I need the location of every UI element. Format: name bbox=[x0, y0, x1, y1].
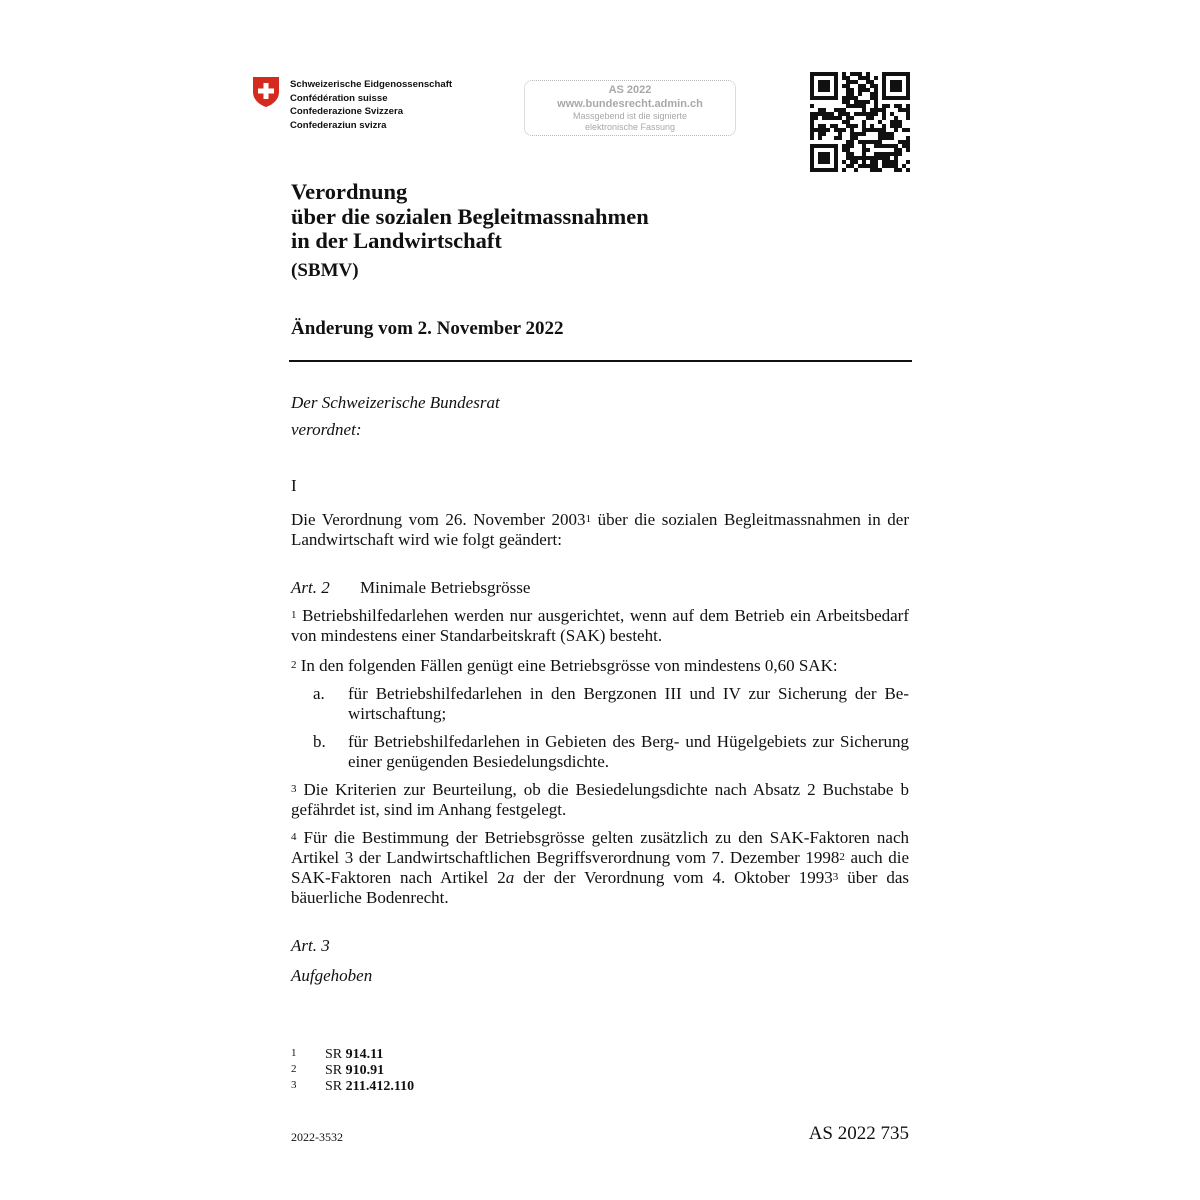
preamble-text-2: über die sozialen Begleitmassnahmen in der Landwirtschaft wird wie folgt geändert: bbox=[291, 510, 909, 549]
letter-a: a bbox=[505, 868, 515, 887]
footnote-1-number: 1 bbox=[291, 1047, 297, 1059]
title-divider bbox=[289, 360, 912, 362]
footnote-2 bbox=[325, 1063, 384, 1079]
amendment-date: Änderung vom 2. November 2022 bbox=[291, 318, 564, 339]
title-abbreviation: (SBMV) bbox=[291, 260, 359, 281]
qr-code-icon[interactable] bbox=[810, 72, 910, 172]
paragraph-text: Die Kriterien zur Beurteilung, ob die Besiedelungsdichte nach Absatz 2 Buchstabe b gefährdet ist, sind im Anhang festgelegt. bbox=[291, 780, 909, 819]
stamp-url: www.bundesrecht.admin.ch bbox=[557, 98, 703, 110]
title-line-2: über die sozialen Begleitmassnahmen bbox=[291, 203, 649, 229]
paragraph-text: über das bäuerliche Bodenrecht. bbox=[291, 868, 910, 907]
list-label-a: a. bbox=[313, 684, 325, 703]
article-2-title: Minimale Betriebsgrösse bbox=[360, 578, 531, 597]
footnote-prefix: SR bbox=[325, 1047, 346, 1062]
footnote-ref-1[interactable]: 1 bbox=[585, 513, 592, 525]
paragraph-text: Für die Bestimmung der Betriebsgrösse gelten zusätzlich zu den SAK-Faktoren nach Artikel 3 der Landwirtschaftlichen Begriffsverordnung vom 7. Dezember 1998 bbox=[291, 828, 909, 867]
footnote-ref-link[interactable]: 910.91 bbox=[345, 1063, 385, 1078]
preamble-text-1: Die Verordnung vom 26. November 2003 bbox=[291, 510, 586, 529]
paragraph-number: 3 bbox=[291, 783, 297, 795]
enacting-verb: verordnet: bbox=[291, 420, 362, 439]
paragraph-text: auch die SAK-Faktoren nach Artikel 2 bbox=[291, 848, 909, 887]
paragraph-text: Betriebshilfedarlehen werden nur ausgerichtet, wenn auf dem Betrieb ein Arbeitsbedarf von mindestens einer Standarbeitskraft (SAK) besteht. bbox=[291, 606, 909, 645]
title-line-1: Verordnung bbox=[291, 179, 408, 204]
official-stamp bbox=[524, 80, 736, 136]
issuer: Der Schweizerische Bundesrat bbox=[291, 393, 500, 412]
list-item-a: für Betriebshilfedarlehen in den Bergzonen III und IV zur Sicherung der Bewirtschaftung; bbox=[348, 684, 909, 723]
document-id: 2022-3532 bbox=[291, 1130, 343, 1144]
footnote-1 bbox=[325, 1047, 383, 1063]
section-number: I bbox=[291, 476, 297, 495]
footnote-3-number: 3 bbox=[291, 1079, 297, 1091]
federal-name-it: Confederazione Svizzera bbox=[290, 106, 404, 117]
stamp-collection: AS 2022 bbox=[608, 84, 652, 96]
footnote-3 bbox=[325, 1079, 414, 1095]
article-3-status: Aufgehoben bbox=[291, 966, 373, 985]
list-item-b: für Betriebshilfedarlehen in Gebieten des Berg- und Hügelgebiets zur Sicherung einer genügenden Besiedelungsdichte. bbox=[348, 732, 909, 771]
article-2-paragraph-4 bbox=[291, 828, 909, 908]
preamble bbox=[291, 510, 909, 550]
footnote-prefix: SR bbox=[325, 1063, 346, 1078]
federal-name-fr: Confédération suisse bbox=[290, 92, 388, 104]
paragraph-number: 2 bbox=[291, 659, 297, 671]
article-2-paragraph-3 bbox=[291, 780, 909, 820]
paragraph-number: 4 bbox=[291, 831, 297, 843]
footnote-ref-2[interactable]: 2 bbox=[839, 851, 845, 863]
stamp-note-1: Massgebend ist die signierte bbox=[572, 111, 688, 121]
swiss-coat-of-arms-icon bbox=[252, 76, 280, 108]
paragraph-text: der der Verordnung vom 4. Oktober 1993 bbox=[514, 868, 833, 887]
federal-name-rm: Confederaziun svizra bbox=[290, 119, 387, 131]
list-label-b: b. bbox=[313, 732, 326, 751]
federal-name-block bbox=[290, 78, 452, 132]
footnote-2-number: 2 bbox=[291, 1063, 297, 1075]
footnote-ref-3[interactable]: 3 bbox=[832, 871, 839, 883]
article-2-number: Art. 2 bbox=[291, 578, 330, 597]
footnote-ref-link[interactable]: 914.11 bbox=[345, 1047, 384, 1062]
footnote-prefix: SR bbox=[325, 1079, 346, 1094]
document-title bbox=[291, 180, 649, 254]
paragraph-text: In den folgenden Fällen genügt eine Betriebsgrösse von mindestens 0,60 SAK: bbox=[296, 656, 838, 675]
stamp-note-2: elektronische Fassung bbox=[584, 122, 676, 132]
article-2-paragraph-1 bbox=[291, 606, 909, 646]
article-2-paragraph-2 bbox=[291, 656, 909, 676]
page-reference: AS 2022 735 bbox=[808, 1123, 909, 1144]
footnote-ref-link[interactable]: 211.412.110 bbox=[345, 1079, 415, 1094]
title-line-3: in der Landwirtschaft bbox=[291, 228, 502, 253]
paragraph-number: 1 bbox=[291, 609, 297, 621]
article-3-number: Art. 3 bbox=[291, 936, 330, 955]
federal-name-de: Schweizerische Eidgenossenschaft bbox=[290, 79, 453, 90]
